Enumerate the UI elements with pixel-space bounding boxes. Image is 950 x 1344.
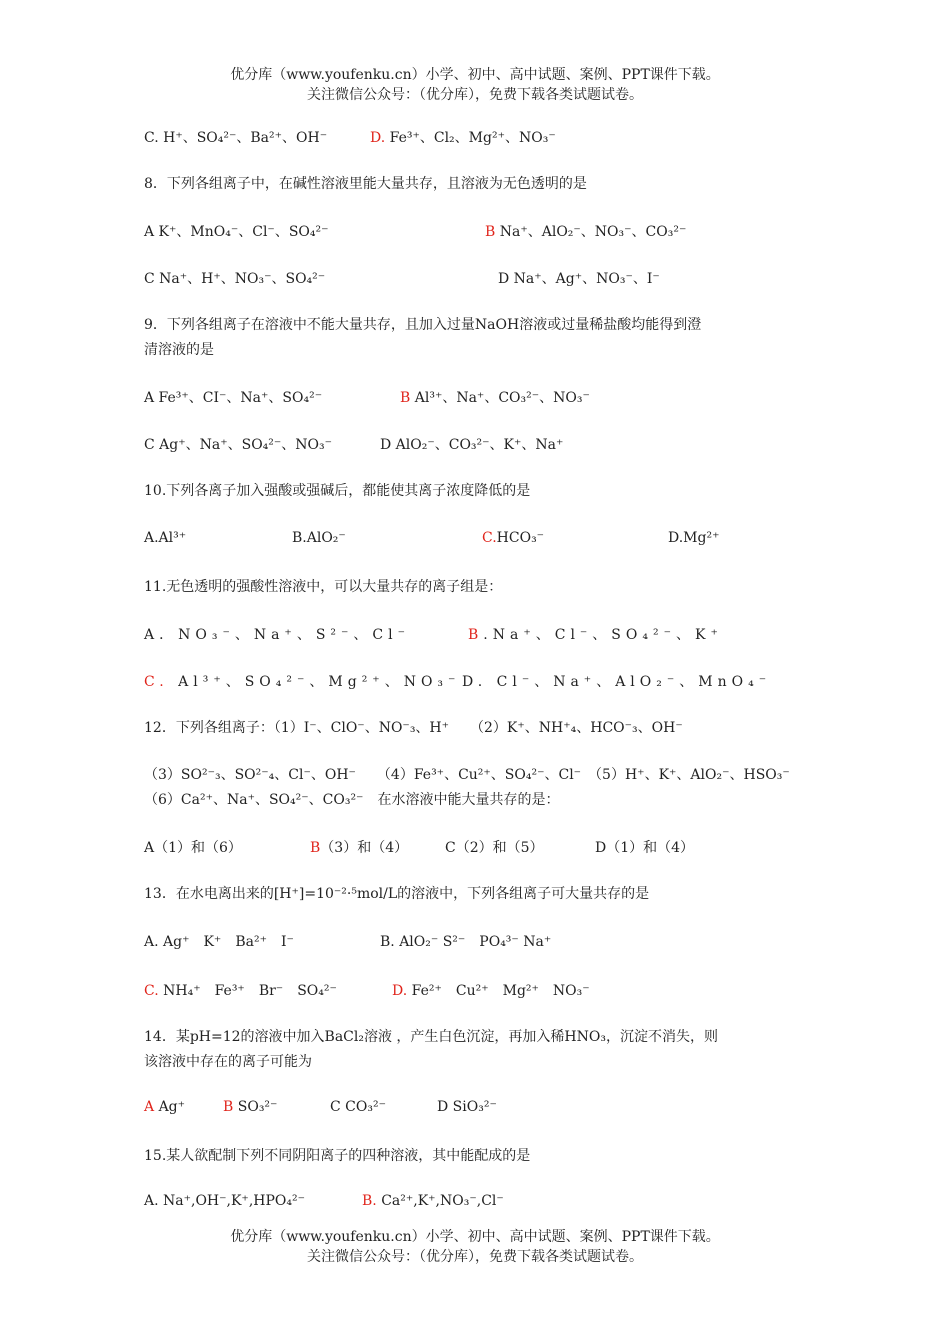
q12-option-d: D（1）和（4） [595,840,695,856]
q14-b-text: SO₃²⁻ [233,1099,278,1115]
q13-d-letter: D. [392,983,408,999]
q10-option-b: B.AlO₂⁻ [292,530,346,546]
q12-stem: 12．下列各组离子：（1）I⁻、ClO⁻、NO⁻₃、H⁺ （2）K⁺、NH⁺₄、HCO⁻₃、OH⁻ [144,720,683,736]
q10-option-c [482,530,544,546]
q15-option-b [362,1193,504,1209]
q14-b-letter: B [223,1099,234,1115]
q11-b-letter: B [468,627,484,643]
q8-option-b [485,221,686,241]
q11-option-a: A．NO₃⁻、Na⁺、S²⁻、Cl⁻ [144,627,410,643]
q9-stem-1: 9．下列各组离子在溶液中不能大量共存，且加入过量NaOH溶液或过量稀盐酸均能得到澄 [144,317,702,333]
q14-option-d: D SiO₃²⁻ [437,1099,497,1115]
q13-option-b: B. AlO₂⁻ S²⁻ PO₄³⁻ Na⁺ [380,934,552,950]
q14-option-a [144,1099,185,1115]
q13-option-a: A. Ag⁺ K⁺ Ba²⁺ I⁻ [144,934,294,950]
q8-option-a: A K⁺、MnO₄⁻、Cl⁻、SO₄²⁻ [144,224,329,240]
q14-a-text: Ag⁺ [154,1099,186,1115]
q8-option-d: D Na⁺、Ag⁺、NO₃⁻、I⁻ [498,271,660,287]
q11-c-text: Al³⁺、SO₄²⁻、Mg²⁺、NO₃⁻ [168,674,461,690]
q9-b-letter: B [400,390,411,406]
q11-stem: 11.无色透明的强酸性溶液中，可以大量共存的离子组是： [144,579,503,595]
q10-c-text: HCO₃⁻ [496,530,545,546]
q9-b-text: Al³⁺、Na⁺、CO₃²⁻、NO₃⁻ [410,390,590,406]
q10-option-a: A.Al³⁺ [144,530,187,546]
q8-option-c: C Na⁺、H⁺、NO₃⁻、SO₄²⁻ [144,271,326,287]
q12-line-3: （6）Ca²⁺、Na⁺、SO₄²⁻、CO₃²⁻ 在水溶液中能大量共存的是： [144,792,560,808]
q12-option-a: A（1）和（6） [144,840,242,856]
q13-c-letter: C. [144,983,159,999]
q14-stem-1: 14．某pH=12的溶液中加入BaCl₂溶液 ，产生白色沉淀，再加入稀HNO₃，沉淀不消失，则 [144,1029,718,1045]
q13-d-text: Fe²⁺ Cu²⁺ Mg²⁺ NO₃⁻ [407,983,590,999]
q8-b-text: Na⁺、AlO₂⁻、NO₃⁻、CO₃²⁻ [495,224,687,240]
q9-stem-2: 清溶液的是 [144,342,214,358]
q9-option-b [400,387,590,407]
q13-option-d [392,980,590,1000]
q8-b-letter: B [485,224,496,240]
q7-d-text: Fe³⁺、Cl₂、Mg²⁺、NO₃⁻ [385,130,556,146]
q15-b-text: Ca²⁺,K⁺,NO₃⁻,Cl⁻ [376,1193,504,1209]
q11-option-d: D. Cl⁻、Na⁺、AlO₂⁻、MnO₄⁻ [462,674,772,690]
q12-option-b [310,837,408,857]
q10-c-letter: C. [482,530,497,546]
q14-option-b [223,1099,277,1115]
q7-option-c: C. H⁺、SO₄²⁻、Ba²⁺、OH⁻ [144,130,328,146]
q11-c-letter: C. [144,674,169,690]
q9-option-a: A Fe³⁺、CI⁻、Na⁺、SO₄²⁻ [144,390,323,406]
q10-option-d: D.Mg²⁺ [668,530,720,546]
header-line-2: 关注微信公众号：（优分库），免费下载各类试题试卷。 [307,87,643,103]
q8-stem: 8．下列各组离子中，在碱性溶液里能大量共存，且溶液为无色透明的是 [144,176,587,192]
q7-option-d [370,127,556,147]
q13-option-c [144,980,337,1000]
q9-option-d: D AlO₂⁻、CO₃²⁻、K⁺、Na⁺ [380,437,564,453]
q12-option-c: C（2）和（5） [445,840,544,856]
q13-c-text: NH₄⁺ Fe³⁺ Br⁻ SO₄²⁻ [158,983,337,999]
q13-stem: 13．在水电离出来的[H⁺]=10⁻²·⁵mol/L的溶液中，下列各组离子可大量共存的是 [144,886,650,902]
q15-option-a: A. Na⁺,OH⁻,K⁺,HPO₄²⁻ [144,1193,305,1209]
q11-b-text: .Na⁺、Cl⁻、SO₄²⁻、K⁺ [483,627,723,643]
footer-line-1: 优分库（www.youfenku.cn）小学、初中、高中试题、案例、PPT课件下载。 [230,1229,720,1245]
q14-a-letter: A [144,1099,155,1115]
q14-stem-2: 该溶液中存在的离子可能为 [144,1054,312,1070]
q7-d-letter: D. [370,130,386,146]
q15-stem: 15.某人欲配制下列不同阴阳离子的四种溶液，其中能配成的是 [144,1148,531,1164]
q15-b-letter: B. [362,1193,377,1209]
q14-option-c: C CO₃²⁻ [330,1099,386,1115]
q11-option-b [468,624,723,644]
header-line-1: 优分库（www.youfenku.cn）小学、初中、高中试题、案例、PPT课件下载。 [230,67,720,83]
q12-line-2: （3）SO²⁻₃、SO²⁻₄、Cl⁻、OH⁻ （4）Fe³⁺、Cu²⁺、SO₄²⁻、Cl⁻ （5）H⁺、K⁺、AlO₂⁻、HSO₃⁻ [144,767,790,783]
q10-stem: 10.下列各离子加入强酸或强碱后，都能使其离子浓度降低的是 [144,483,531,499]
footer-line-2: 关注微信公众号：（优分库），免费下载各类试题试卷。 [307,1249,643,1265]
q9-option-c: C Ag⁺、Na⁺、SO₄²⁻、NO₃⁻ [144,437,333,453]
q11-option-c [144,671,460,691]
q12-b-letter: B [310,840,321,856]
q12-b-text: （3）和（4） [320,840,409,856]
